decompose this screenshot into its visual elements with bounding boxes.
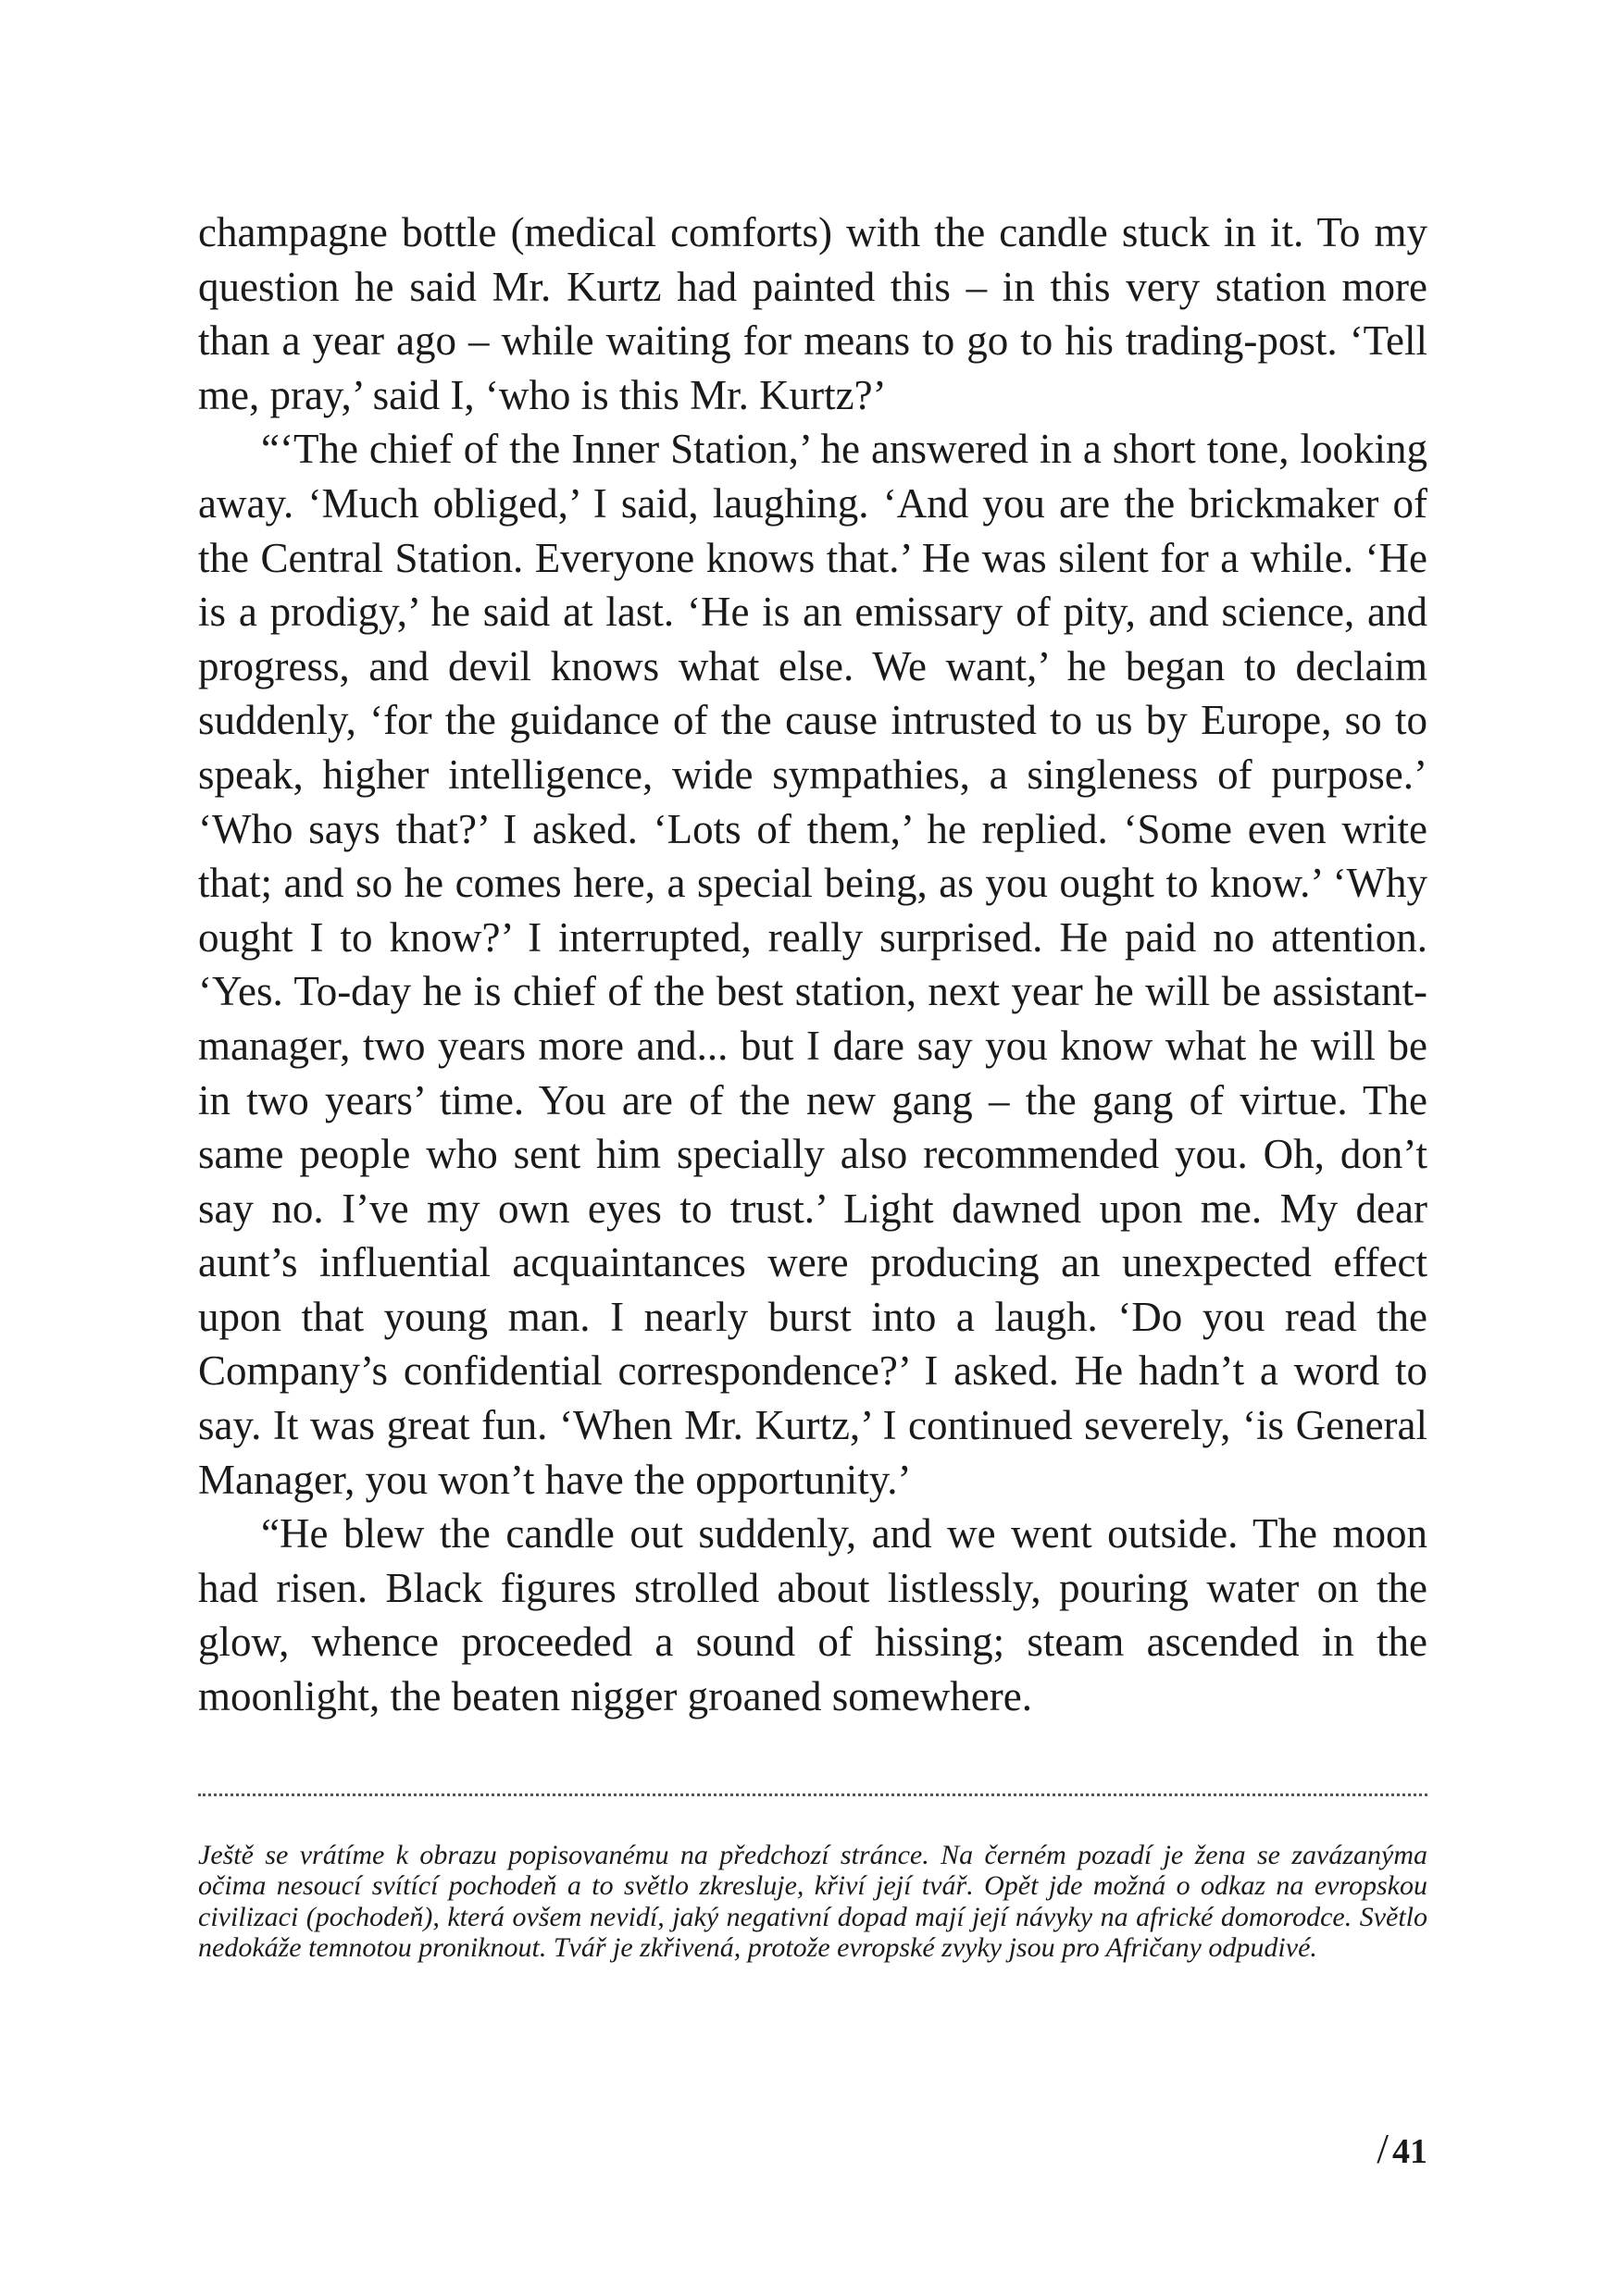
page-number-value: 41	[1392, 2132, 1427, 2171]
main-text	[198, 205, 1427, 1724]
paragraph-3: “He blew the candle out suddenly, and we went outside. The moon had risen. Black figures strolled about listlessly, pouring water on the glow, whence proceeded a sound of hissing; steam ascended in the moonlight, the beaten nigger groaned somewhere.	[198, 1510, 1427, 1720]
paragraph-1: champagne bottle (medical comforts) with the candle stuck in it. To my question he said Mr. Kurtz had painted this – in this very station more than a year ago – while waiting for means to go to his trading-post. ‘Tell me, pray,’ said I, ‘who is this Mr. Kurtz?’	[198, 209, 1427, 418]
footnote-divider	[198, 1793, 1427, 1796]
page-number	[1377, 2125, 1427, 2172]
paragraph-2: “‘The chief of the Inner Station,’ he answered in a short tone, looking away. ‘Much obliged,’ I said, laughing. ‘And you are the brickmaker of the Central Station. Everyone knows that.’ He was silent for a while. ‘He is a prodigy,’ he said at last. ‘He is an emissary of pity, and science, and progress, and devil knows what else. We want,’ he began to declaim suddenly, ‘for the guidance of the cause intrusted to us by Europe, so to speak, higher intelligence, wide sympathies, a singleness of purpose.’ ‘Who says that?’ I asked. ‘Lots of them,’ he replied. ‘Some even write that; and so he comes here, a special being, as you ought to know.’ ‘Why ought I to know?’ I interrupted, really surprised. He paid no attention. ‘Yes. To-day he is chief of the best station, next year he will be assistant-manager, two years more and... but I dare say you know what he will be in two years’ time. You are of the new gang – the gang of virtue. The same people who sent him specially also recommended you. Oh, don’t say no. I’ve my own eyes to trust.’ Light dawned upon me. My dear aunt’s influential acquaintances were producing an unexpected effect upon that young man. I nearly burst into a laugh. ‘Do you read the Company’s confidential correspondence?’ I asked. He hadn’t a word to say. It was great fun. ‘When Mr. Kurtz,’ I continued severely, ‘is General Manager, you won’t have the opportunity.’	[198, 426, 1427, 1503]
footnote: Ještě se vrátíme k obrazu popisovanému na předchozí stránce. Na černém pozadí je žena se zavázanýma očima nesoucí svítící pochodeň a to světlo zkresluje, křiví její tvář. Opět jde možná o odkaz na evropskou civilizaci (pochodeň), která ovšem nevidí, jaký negativní dopad mají její návyky na africké domorodce. Světlo nedokáže temnotou proniknout. Tvář je zkřivená, protože evropské zvyky jsou pro Afričany odpudivé.	[198, 1840, 1427, 1964]
page-number-slash: /	[1377, 2125, 1389, 2172]
